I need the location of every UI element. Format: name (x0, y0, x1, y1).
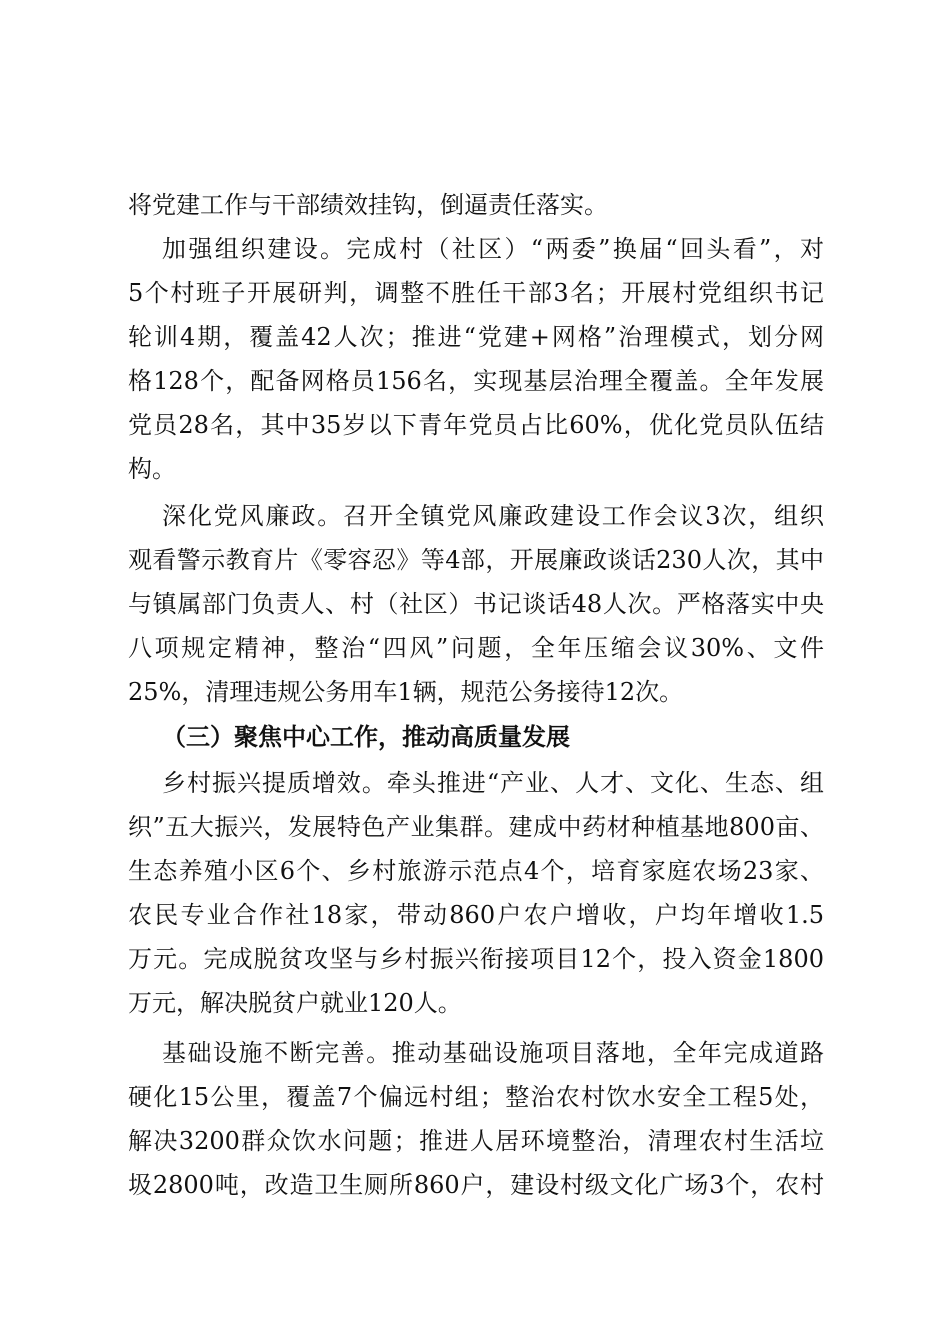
section-heading: （三）聚焦中心工作，推动高质量发展 (162, 722, 570, 751)
paragraph-line: 基础设施不断完善。推动基础设施项目落地，全年完成道路 (162, 1039, 824, 1067)
paragraph-line: 万元。完成脱贫攻坚与乡村振兴衔接项目12个，投入资金1800 (128, 945, 824, 973)
paragraph-line: 生态养殖小区6个、乡村旅游示范点4个，培育家庭农场23家、 (128, 857, 824, 885)
paragraph-line: 深化党风廉政。召开全镇党风廉政建设工作会议3次，组织 (162, 502, 824, 530)
paragraph-line: 将党建工作与干部绩效挂钩，倒逼责任落实。 (128, 191, 608, 219)
paragraph-line: 观看警示教育片《零容忍》等4部，开展廉政谈话230人次，其中 (128, 546, 824, 574)
paragraph-line: 25%，清理违规公务用车1辆，规范公务接待12次。 (128, 678, 684, 706)
paragraph-line: 八项规定精神，整治“四风”问题，全年压缩会议30%、文件 (128, 634, 824, 662)
paragraph-line: 5个村班子开展研判，调整不胜任干部3名；开展村党组织书记 (128, 279, 824, 307)
paragraph-line: 格128个，配备网格员156名，实现基层治理全覆盖。全年发展 (128, 367, 824, 395)
paragraph-line: 硬化15公里，覆盖7个偏远村组；整治农村饮水安全工程5处， (128, 1083, 824, 1111)
paragraph-line: 解决3200群众饮水问题；推进人居环境整治，清理农村生活垃 (128, 1127, 824, 1155)
paragraph-line: 圾2800吨，改造卫生厕所860户，建设村级文化广场3个，农村 (128, 1171, 824, 1199)
paragraph-line: 党员28名，其中35岁以下青年党员占比60%，优化党员队伍结 (128, 411, 824, 439)
paragraph-line: 织”五大振兴，发展特色产业集群。建成中药材种植基地800亩、 (128, 813, 824, 841)
paragraph-line: 万元，解决脱贫户就业120人。 (128, 989, 462, 1017)
paragraph-line: 乡村振兴提质增效。牵头推进“产业、人才、文化、生态、组 (162, 769, 824, 797)
paragraph-line: 构。 (128, 455, 176, 483)
paragraph-line: 与镇属部门负责人、村（社区）书记谈话48人次。严格落实中央 (128, 590, 824, 618)
paragraph-line: 轮训4期，覆盖42人次；推进“党建+网格”治理模式，划分网 (128, 323, 824, 351)
paragraph-line: 农民专业合作社18家，带动860户农户增收，户均年增收1.5 (128, 901, 824, 929)
paragraph-line: 加强组织建设。完成村（社区）“两委”换届“回头看”，对 (162, 235, 824, 263)
